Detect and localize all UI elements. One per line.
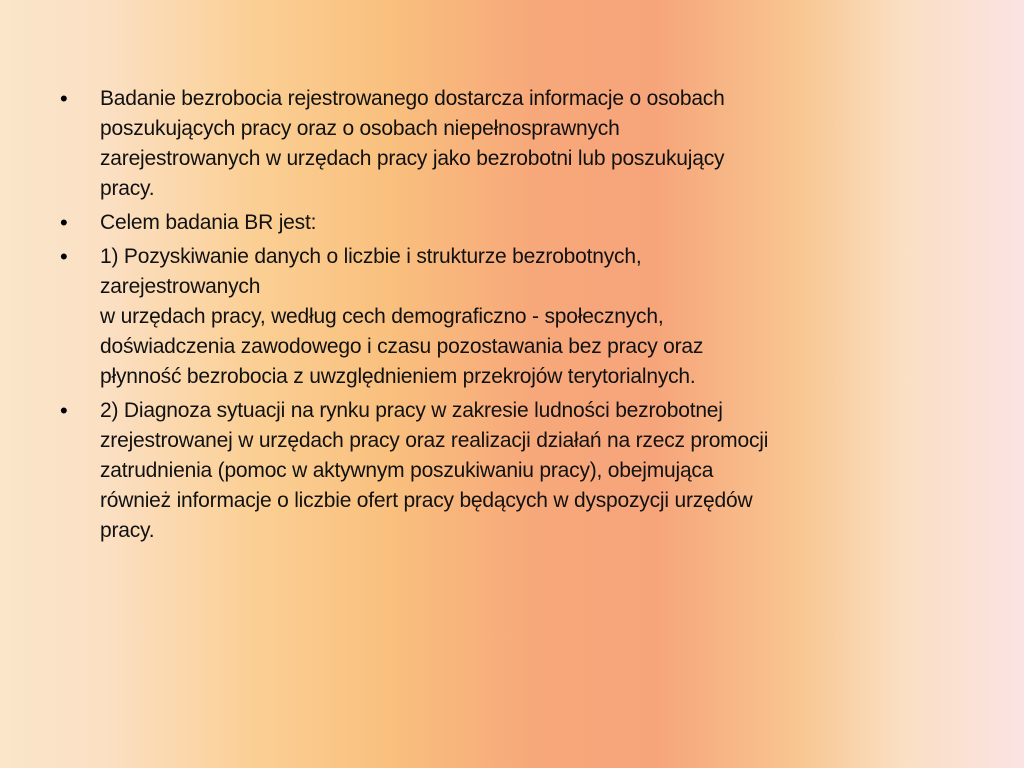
bullet-list	[60, 84, 965, 550]
bullet-item-4	[60, 396, 965, 546]
text-line: Celem badania BR jest:	[100, 211, 317, 234]
bullet-text	[100, 208, 965, 238]
bullet-point-icon: •	[60, 86, 68, 111]
text-line: płynność bezrobocia z uwzględnieniem przekrojów terytorialnych.	[100, 365, 696, 388]
text-line: 2) Diagnoza sytuacji na rynku pracy w zakresie ludności bezrobotnej	[100, 399, 723, 422]
bullet-text	[100, 84, 965, 204]
bullet-point-icon: •	[60, 210, 68, 235]
text-line: w urzędach pracy, według cech demograficzno - społecznych,	[100, 305, 664, 328]
bullet-text	[100, 242, 965, 392]
bullet-text	[100, 396, 965, 546]
bullet-point-icon: •	[60, 244, 68, 269]
text-line: doświadczenia zawodowego i czasu pozostawania bez pracy oraz	[100, 335, 704, 358]
text-line: poszukujących pracy oraz o osobach niepełnosprawnych	[100, 117, 620, 140]
text-line: zrejestrowanej w urzędach pracy oraz realizacji działań na rzecz promocji	[100, 429, 769, 452]
bullet-item-3	[60, 242, 965, 392]
text-line: zatrudnienia (pomoc w aktywnym poszukiwaniu pracy), obejmująca	[100, 459, 714, 482]
text-line: również informacje o liczbie ofert pracy będących w dyspozycji urzędów	[100, 489, 753, 512]
text-line: pracy.	[100, 519, 155, 542]
text-line: Badanie bezrobocia rejestrowanego dostarcza informacje o osobach	[100, 87, 725, 110]
text-line: zarejestrowanych w urzędach pracy jako bezrobotni lub poszukujący	[100, 147, 725, 170]
bullet-point-icon: •	[60, 398, 68, 423]
bullet-item-1	[60, 84, 965, 204]
text-line: zarejestrowanych	[100, 275, 261, 298]
text-line: pracy.	[100, 177, 155, 200]
text-line: 1) Pozyskiwanie danych o liczbie i strukturze bezrobotnych,	[100, 245, 642, 268]
bullet-item-2	[60, 208, 965, 238]
